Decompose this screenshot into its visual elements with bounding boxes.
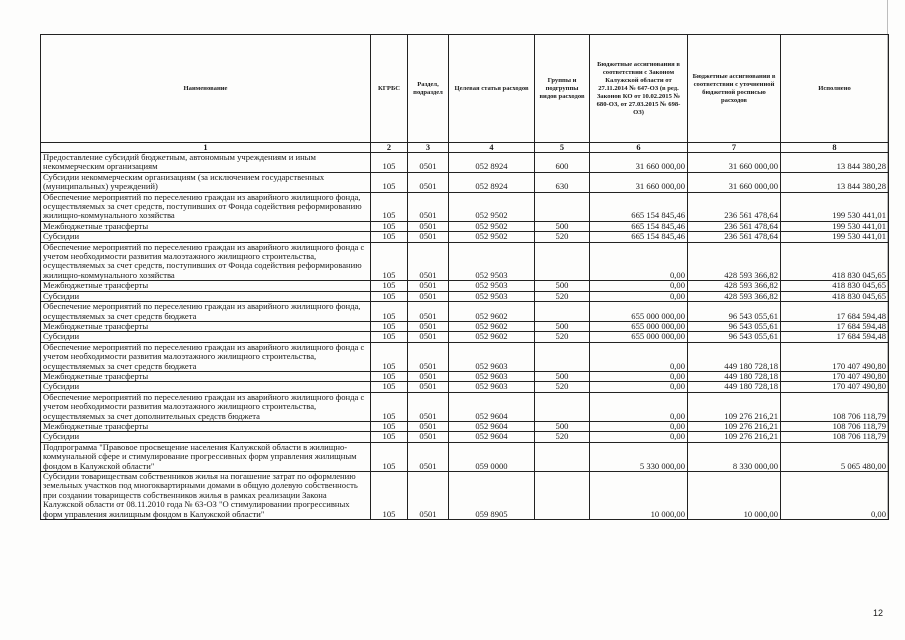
cell-group: 500 (535, 321, 590, 331)
col-header-refined: Бюджетные ассигнования в соответствии с уточненной бюджетной росписью расходов (688, 35, 781, 143)
cell-refined-amount: 109 276 216,21 (688, 392, 781, 421)
cell-refined-amount: 31 660 000,00 (688, 153, 781, 173)
cell-name: Межбюджетные трансферты (41, 221, 371, 231)
table-row (41, 392, 889, 421)
cell-target: 052 8924 (449, 172, 535, 192)
table-row (41, 232, 889, 242)
cell-refined-amount: 428 593 366,82 (688, 242, 781, 281)
cell-refined-amount: 428 593 366,82 (688, 291, 781, 301)
cell-law-amount: 0,00 (590, 382, 688, 392)
cell-kgrbs: 105 (371, 281, 408, 291)
header-row (41, 35, 889, 143)
cell-kgrbs: 105 (371, 232, 408, 242)
cell-kgrbs: 105 (371, 321, 408, 331)
cell-law-amount: 0,00 (590, 291, 688, 301)
cell-section: 0501 (408, 281, 449, 291)
column-number: 3 (408, 143, 449, 153)
cell-kgrbs: 105 (371, 172, 408, 192)
cell-group: 500 (535, 421, 590, 431)
column-number: 1 (41, 143, 371, 153)
cell-kgrbs: 105 (371, 302, 408, 322)
col-header-name: Наименование (41, 35, 371, 143)
table-row (41, 332, 889, 342)
cell-executed-amount: 170 407 490,80 (781, 382, 889, 392)
cell-section: 0501 (408, 153, 449, 173)
cell-kgrbs: 105 (371, 192, 408, 221)
cell-name: Субсидии (41, 232, 371, 242)
cell-section: 0501 (408, 221, 449, 231)
cell-section: 0501 (408, 371, 449, 381)
cell-group (535, 472, 590, 520)
table-row (41, 172, 889, 192)
cell-law-amount: 655 000 000,00 (590, 302, 688, 322)
cell-name: Межбюджетные трансферты (41, 321, 371, 331)
cell-group: 600 (535, 153, 590, 173)
cell-target: 052 9503 (449, 242, 535, 281)
cell-section: 0501 (408, 442, 449, 471)
cell-target: 059 0000 (449, 442, 535, 471)
cell-law-amount: 665 154 845,46 (590, 232, 688, 242)
col-header-law: Бюджетные ассигнования в соответствии с Законом Калужской области от 27.11.2014 № 647-ОЗ (в ред. Законов КО от 10.02.2015 № 680-ОЗ, от 27.03.2015 № 698-ОЗ) (590, 35, 688, 143)
cell-refined-amount: 236 561 478,64 (688, 221, 781, 231)
cell-group: 520 (535, 382, 590, 392)
cell-section: 0501 (408, 242, 449, 281)
cell-name: Субсидии некоммерческим организациям (за исключением государственных (муниципальных) учреждений) (41, 172, 371, 192)
cell-target: 052 9604 (449, 421, 535, 431)
cell-kgrbs: 105 (371, 221, 408, 231)
cell-group: 630 (535, 172, 590, 192)
cell-group (535, 442, 590, 471)
table-row (41, 221, 889, 231)
cell-name: Субсидии (41, 432, 371, 442)
table-row (41, 281, 889, 291)
col-header-section: Раздел, подраздел (408, 35, 449, 143)
cell-name: Субсидии (41, 332, 371, 342)
cell-target: 052 9503 (449, 281, 535, 291)
cell-target: 052 9503 (449, 291, 535, 301)
cell-kgrbs: 105 (371, 432, 408, 442)
cell-section: 0501 (408, 392, 449, 421)
cell-law-amount: 655 000 000,00 (590, 332, 688, 342)
table-row (41, 442, 889, 471)
cell-group: 500 (535, 221, 590, 231)
cell-target: 052 9604 (449, 432, 535, 442)
column-number: 4 (449, 143, 535, 153)
cell-group: 500 (535, 371, 590, 381)
cell-section: 0501 (408, 421, 449, 431)
table-row (41, 192, 889, 221)
cell-section: 0501 (408, 291, 449, 301)
cell-kgrbs: 105 (371, 342, 408, 371)
table-body (41, 143, 889, 520)
cell-law-amount: 0,00 (590, 392, 688, 421)
cell-section: 0501 (408, 432, 449, 442)
cell-executed-amount: 418 830 045,65 (781, 281, 889, 291)
cell-executed-amount: 0,00 (781, 472, 889, 520)
cell-executed-amount: 170 407 490,80 (781, 371, 889, 381)
cell-name: Субсидии товариществам собственников жилья на погашение затрат по оформлению земельных участков под многоквартирными домами в общую долевую собственность при создании товариществ собственников жилья в рамках реализации Закона Калужской области от 08.11.2010 года № 63-ОЗ "О стимулировании прогрессивных форм управления жилищным фондом в Калужской области" (41, 472, 371, 520)
cell-refined-amount: 31 660 000,00 (688, 172, 781, 192)
cell-section: 0501 (408, 232, 449, 242)
cell-target: 052 9502 (449, 192, 535, 221)
col-header-kgrbs: КГРБС (371, 35, 408, 143)
table-row (41, 153, 889, 173)
cell-target: 059 8905 (449, 472, 535, 520)
cell-name: Межбюджетные трансферты (41, 281, 371, 291)
table-row (41, 371, 889, 381)
cell-law-amount: 31 660 000,00 (590, 172, 688, 192)
cell-target: 052 9602 (449, 302, 535, 322)
cell-law-amount: 0,00 (590, 242, 688, 281)
cell-refined-amount: 10 000,00 (688, 472, 781, 520)
cell-name: Межбюджетные трансферты (41, 371, 371, 381)
cell-kgrbs: 105 (371, 392, 408, 421)
cell-law-amount: 0,00 (590, 281, 688, 291)
cell-group (535, 192, 590, 221)
cell-group: 520 (535, 232, 590, 242)
cell-section: 0501 (408, 332, 449, 342)
cell-law-amount: 0,00 (590, 371, 688, 381)
cell-refined-amount: 8 330 000,00 (688, 442, 781, 471)
table-row (41, 342, 889, 371)
cell-target: 052 9502 (449, 232, 535, 242)
cell-kgrbs: 105 (371, 371, 408, 381)
cell-executed-amount: 199 530 441,01 (781, 232, 889, 242)
cell-target: 052 9604 (449, 392, 535, 421)
cell-refined-amount: 96 543 055,61 (688, 321, 781, 331)
table-row (41, 321, 889, 331)
cell-group: 500 (535, 281, 590, 291)
table-row (41, 291, 889, 301)
page-number: 12 (872, 608, 883, 618)
cell-group (535, 242, 590, 281)
cell-kgrbs: 105 (371, 291, 408, 301)
cell-law-amount: 655 000 000,00 (590, 321, 688, 331)
cell-section: 0501 (408, 342, 449, 371)
cell-target: 052 9602 (449, 332, 535, 342)
cell-group: 520 (535, 291, 590, 301)
cell-target: 052 9603 (449, 342, 535, 371)
table-row (41, 432, 889, 442)
col-header-executed: Исполнено (781, 35, 889, 143)
cell-name: Субсидии (41, 382, 371, 392)
table-row (41, 472, 889, 520)
cell-law-amount: 665 154 845,46 (590, 192, 688, 221)
cell-group: 520 (535, 332, 590, 342)
cell-refined-amount: 236 561 478,64 (688, 232, 781, 242)
cell-section: 0501 (408, 192, 449, 221)
column-number: 6 (590, 143, 688, 153)
cell-kgrbs: 105 (371, 332, 408, 342)
cell-target: 052 9603 (449, 371, 535, 381)
cell-refined-amount: 428 593 366,82 (688, 281, 781, 291)
column-number: 5 (535, 143, 590, 153)
cell-group (535, 342, 590, 371)
cell-kgrbs: 105 (371, 242, 408, 281)
cell-executed-amount: 108 706 118,79 (781, 392, 889, 421)
cell-refined-amount: 96 543 055,61 (688, 332, 781, 342)
cell-section: 0501 (408, 302, 449, 322)
cell-kgrbs: 105 (371, 382, 408, 392)
cell-target: 052 9603 (449, 382, 535, 392)
cell-law-amount: 0,00 (590, 432, 688, 442)
cell-target: 052 9602 (449, 321, 535, 331)
cell-target: 052 9502 (449, 221, 535, 231)
cell-executed-amount: 108 706 118,79 (781, 432, 889, 442)
cell-executed-amount: 199 530 441,01 (781, 192, 889, 221)
cell-section: 0501 (408, 321, 449, 331)
cell-name: Подпрограмма "Правовое просвещение населения Калужской области в жилищно-коммунальной сфере и стимулирование прогрессивных форм управления жилищным фондом в Калужской области" (41, 442, 371, 471)
cell-section: 0501 (408, 172, 449, 192)
cell-name: Обеспечение мероприятий по переселению граждан из аварийного жилищного фонда с учетом необходимости развития малоэтажного жилищного строительства, осуществляемых за счет средств, поступивших от Фонда содействия реформированию жилищно-коммунального хозяйства (41, 242, 371, 281)
cell-name: Обеспечение мероприятий по переселению граждан из аварийного жилищного фонда с учетом необходимости развития малоэтажного жилищного строительства, осуществляемых за счет средств бюджета (41, 342, 371, 371)
cell-name: Субсидии (41, 291, 371, 301)
cell-executed-amount: 108 706 118,79 (781, 421, 889, 431)
cell-law-amount: 5 330 000,00 (590, 442, 688, 471)
cell-refined-amount: 109 276 216,21 (688, 421, 781, 431)
cell-kgrbs: 105 (371, 442, 408, 471)
cell-name: Предоставление субсидий бюджетным, автономным учреждениям и иным некоммерческим организациям (41, 153, 371, 173)
cell-executed-amount: 199 530 441,01 (781, 221, 889, 231)
cell-section: 0501 (408, 472, 449, 520)
cell-executed-amount: 170 407 490,80 (781, 342, 889, 371)
column-number: 2 (371, 143, 408, 153)
cell-group (535, 392, 590, 421)
cell-refined-amount: 449 180 728,18 (688, 371, 781, 381)
cell-law-amount: 0,00 (590, 421, 688, 431)
cell-kgrbs: 105 (371, 421, 408, 431)
column-number: 7 (688, 143, 781, 153)
cell-executed-amount: 5 065 480,00 (781, 442, 889, 471)
col-header-groups: Группы и подгруппы видов расходов (535, 35, 590, 143)
cell-refined-amount: 449 180 728,18 (688, 382, 781, 392)
cell-refined-amount: 109 276 216,21 (688, 432, 781, 442)
column-number-row (41, 143, 889, 153)
cell-executed-amount: 17 684 594,48 (781, 332, 889, 342)
cell-kgrbs: 105 (371, 153, 408, 173)
table-row (41, 421, 889, 431)
cell-group (535, 302, 590, 322)
cell-executed-amount: 418 830 045,65 (781, 291, 889, 301)
cell-name: Обеспечение мероприятий по переселению граждан из аварийного жилищного фонда, осуществляемых за счет средств бюджета (41, 302, 371, 322)
cell-executed-amount: 17 684 594,48 (781, 321, 889, 331)
table-row (41, 302, 889, 322)
col-header-target: Целевая статья расходов (449, 35, 535, 143)
table-row (41, 382, 889, 392)
cell-refined-amount: 236 561 478,64 (688, 192, 781, 221)
budget-table (40, 34, 889, 520)
cell-refined-amount: 449 180 728,18 (688, 342, 781, 371)
cell-kgrbs: 105 (371, 472, 408, 520)
cell-executed-amount: 418 830 045,65 (781, 242, 889, 281)
cell-executed-amount: 17 684 594,48 (781, 302, 889, 322)
cell-law-amount: 0,00 (590, 342, 688, 371)
cell-name: Межбюджетные трансферты (41, 421, 371, 431)
cell-name: Обеспечение мероприятий по переселению граждан из аварийного жилищного фонда с учетом необходимости развития малоэтажного жилищного строительства, осуществляемых за счет дополнительных средств бюджета (41, 392, 371, 421)
cell-target: 052 8924 (449, 153, 535, 173)
cell-executed-amount: 13 844 380,28 (781, 153, 889, 173)
cell-group: 520 (535, 432, 590, 442)
cell-law-amount: 31 660 000,00 (590, 153, 688, 173)
cell-refined-amount: 96 543 055,61 (688, 302, 781, 322)
cell-law-amount: 10 000,00 (590, 472, 688, 520)
column-number: 8 (781, 143, 889, 153)
table-row (41, 242, 889, 281)
cell-executed-amount: 13 844 380,28 (781, 172, 889, 192)
cell-name: Обеспечение мероприятий по переселению граждан из аварийного жилищного фонда, осуществляемых за счет средств, поступивших от Фонда содействия реформированию жилищно-коммунального хозяйства (41, 192, 371, 221)
cell-section: 0501 (408, 382, 449, 392)
cell-law-amount: 665 154 845,46 (590, 221, 688, 231)
